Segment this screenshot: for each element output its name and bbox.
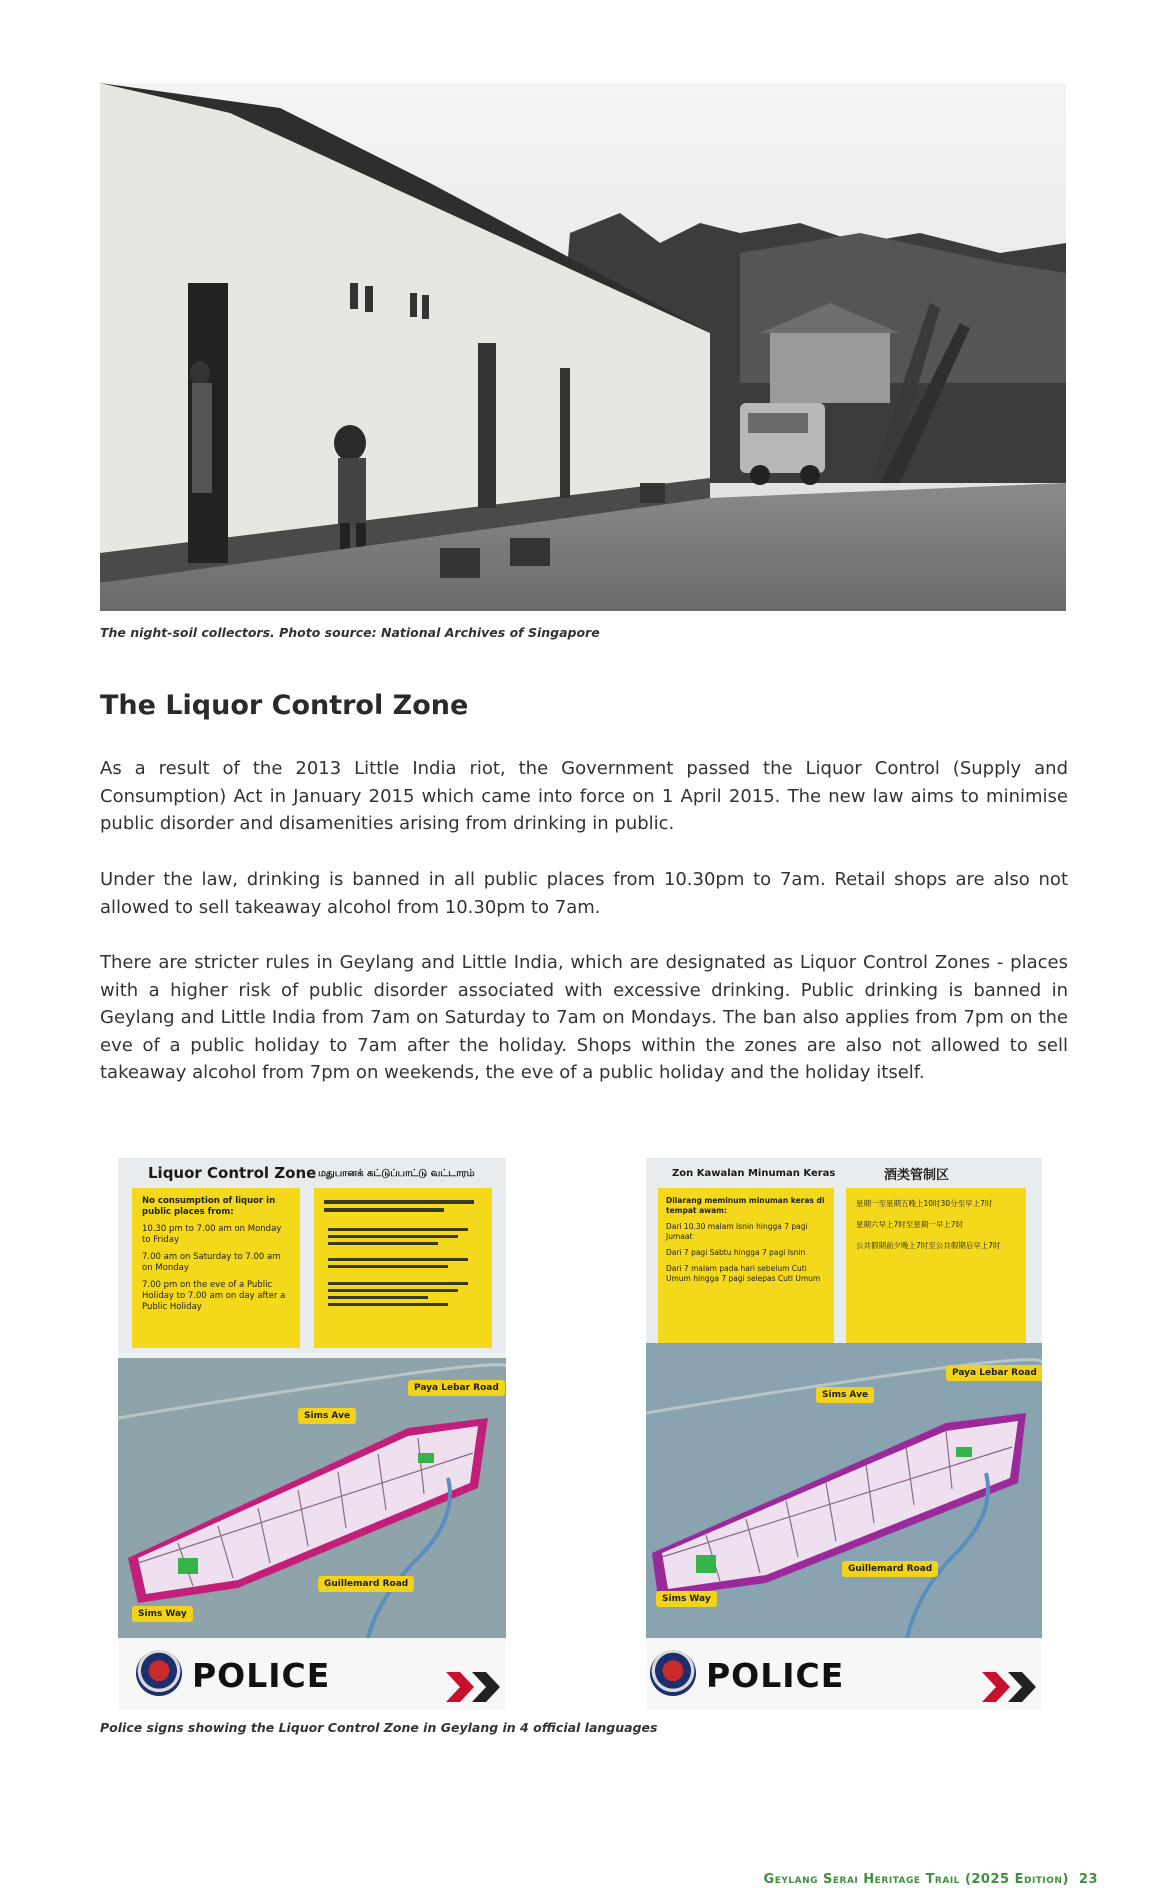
tamil-rules-box (314, 1188, 492, 1348)
rule-item-zh: 星期六早上7时至星期一早上7时 (856, 1220, 964, 1229)
police-label: POLICE (192, 1656, 331, 1695)
police-sign-malay-chinese (646, 1158, 1042, 1710)
signs-caption: Police signs showing the Liquor Control Zone in Geylang in 4 official languages (100, 1720, 658, 1735)
chinese-rules-box (846, 1188, 1026, 1348)
rule-item-zh: 公共假期前夕晚上7时至公共假期后早上7时 (856, 1241, 1001, 1250)
map-label-sims-way: Sims Way (132, 1606, 193, 1622)
tamil-text-block-icon (314, 1188, 492, 1348)
police-bar (646, 1638, 1042, 1710)
sign-header (118, 1158, 506, 1353)
rule-item: 10.30 pm to 7.00 am on Monday to Friday (142, 1224, 282, 1245)
paragraph-2: Under the law, drinking is banned in all public places from 10.30pm to 7am. Retail shops are also not allowed to sell takeaway alcohol from 10.30pm to 7am. (100, 869, 1068, 918)
rule-item: Dari 7 malam pada hari sebelum Cuti Umum hingga 7 pagi selepas Cuti Umum (666, 1264, 821, 1283)
map-label-sims-ave: Sims Ave (298, 1408, 356, 1424)
rule-item: 7.00 pm on the eve of a Public Holiday to 7.00 am on day after a Public Holiday (142, 1280, 286, 1312)
sign-title-chinese: 酒类管制区 (884, 1168, 950, 1183)
zone-map (118, 1358, 506, 1638)
page-footer (764, 1872, 1098, 1887)
historical-photo (100, 83, 1066, 611)
rule-item: Dari 10.30 malam Isnin hingga 7 pagi Jumaat (666, 1222, 808, 1241)
sign-title-malay: Zon Kawalan Minuman Keras (672, 1168, 836, 1179)
map-label-sims-way: Sims Way (656, 1591, 717, 1607)
sign-title-english: Liquor Control Zone (148, 1164, 317, 1182)
map-label-paya-lebar: Paya Lebar Road (408, 1380, 505, 1396)
rule-item: Dari 7 pagi Sabtu hingga 7 pagi Isnin (666, 1248, 806, 1257)
page-number: 23 (1078, 1872, 1098, 1887)
police-crest-icon (650, 1650, 696, 1696)
chevron-stripes-icon (446, 1672, 502, 1702)
rule-item: 7.00 am on Saturday to 7.00 am on Monday (142, 1252, 281, 1273)
section-heading: The Liquor Control Zone (100, 690, 469, 721)
map-label-guillemard: Guillemard Road (842, 1561, 938, 1577)
paragraph-1: As a result of the 2013 Little India riot, the Government passed the Liquor Control (Supply and Consumption) Act in January 2015 which came into force on 1 April 2015. The new law aims to minimise public disorder and disamenities arising from drinking in public. (100, 758, 1068, 834)
photo-caption: The night-soil collectors. Photo source: National Archives of Singapore (100, 625, 600, 640)
sign-header (646, 1158, 1042, 1353)
zone-map (646, 1343, 1042, 1643)
map-label-guillemard: Guillemard Road (318, 1576, 414, 1592)
rule-item-zh: 星期一至星期五晚上10时30分至早上7时 (856, 1199, 993, 1208)
police-label: POLICE (706, 1656, 845, 1695)
police-sign-english-tamil (118, 1158, 506, 1710)
malay-rules-box (658, 1188, 834, 1348)
map-label-sims-ave: Sims Ave (816, 1387, 874, 1403)
chevron-stripes-icon (982, 1672, 1038, 1702)
rules-heading: No consumption of liquor in public places from: (142, 1196, 276, 1217)
rules-heading: Dilarang meminum minuman keras di tempat awam: (666, 1196, 825, 1215)
english-rules-box (132, 1188, 300, 1348)
sign-title-tamil: மதுபானக் கட்டுப்பாட்டு வட்டாரம் (318, 1168, 475, 1179)
night-soil-collectors-photo-icon (100, 83, 1066, 611)
geylang-zone-map-icon (118, 1358, 506, 1638)
police-crest-icon (136, 1650, 182, 1696)
footer-title: Geylang Serai Heritage Trail (2025 Edition) (763, 1872, 1069, 1887)
police-bar (118, 1638, 506, 1710)
paragraph-3: There are stricter rules in Geylang and Little India, which are designated as Liquor Control Zones - places with a higher risk of public disorder associated with excessive drinking. Public drinking is banned in Geylang and Little India from 7am on Saturday to 7am on Mondays. The ban also applies from 7pm on the eve of a public holiday to 7am after the holiday. Shops within the zones are also not allowed to sell takeaway alcohol from 7pm on weekends, the eve of a public holiday and the holiday itself. (100, 952, 1068, 1083)
map-label-paya-lebar: Paya Lebar Road (946, 1365, 1042, 1381)
